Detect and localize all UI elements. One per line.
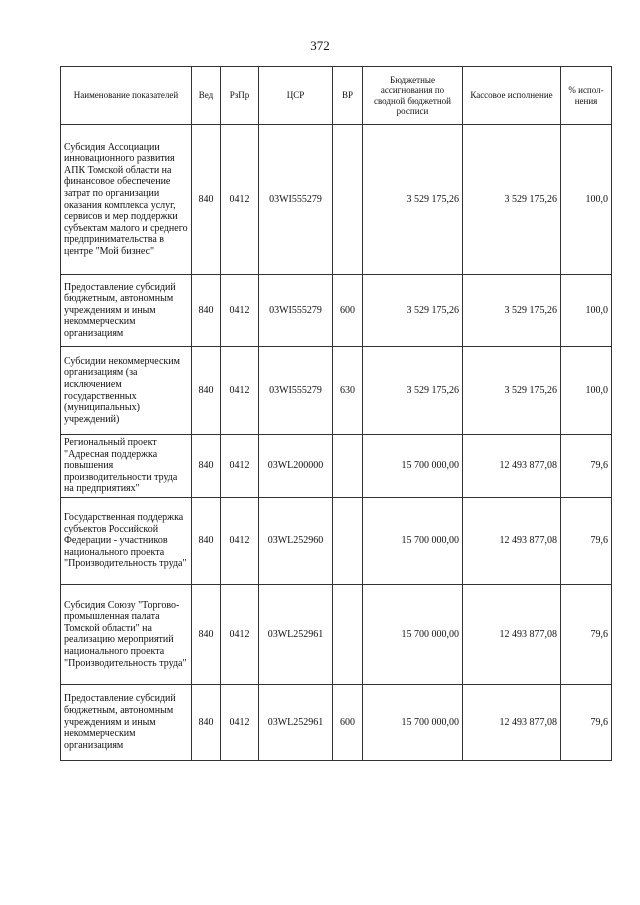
cell-assignments: 3 529 175,26 bbox=[363, 275, 463, 347]
cell-ved: 840 bbox=[192, 584, 221, 684]
cell-name: Субсидии некоммерческим организациям (за исключением государственных (муниципальных) учреждений) bbox=[61, 347, 192, 435]
cell-percent: 100,0 bbox=[561, 275, 612, 347]
cell-percent: 79,6 bbox=[561, 684, 612, 760]
header-name: Наименование показателей bbox=[61, 67, 192, 125]
cell-name: Предоставление субсидий бюджетным, автономным учреждениям и иным некоммерческим организациям bbox=[61, 275, 192, 347]
cell-name: Региональный проект "Адресная поддержка повышения производительности труда на предприятиях" bbox=[61, 435, 192, 498]
header-vr: ВР bbox=[333, 67, 363, 125]
cell-csr: 03WL252961 bbox=[259, 584, 333, 684]
cell-rzpr: 0412 bbox=[221, 125, 259, 275]
cell-rzpr: 0412 bbox=[221, 347, 259, 435]
table-header-row bbox=[61, 67, 612, 125]
table-row bbox=[61, 435, 612, 498]
cell-vr bbox=[333, 584, 363, 684]
cell-percent: 100,0 bbox=[561, 347, 612, 435]
cell-cash: 3 529 175,26 bbox=[463, 347, 561, 435]
cell-assignments: 15 700 000,00 bbox=[363, 435, 463, 498]
table-row bbox=[61, 275, 612, 347]
header-cash: Кассовое исполнение bbox=[463, 67, 561, 125]
table-row bbox=[61, 125, 612, 275]
cell-assignments: 3 529 175,26 bbox=[363, 347, 463, 435]
header-percent: % испол- нения bbox=[561, 67, 612, 125]
table-row bbox=[61, 684, 612, 760]
cell-rzpr: 0412 bbox=[221, 584, 259, 684]
cell-cash: 12 493 877,08 bbox=[463, 497, 561, 584]
cell-name: Субсидия Союзу "Торгово-промышленная палата Томской области" на реализацию мероприятий национального проекта "Производительность труда" bbox=[61, 584, 192, 684]
cell-ved: 840 bbox=[192, 275, 221, 347]
cell-rzpr: 0412 bbox=[221, 435, 259, 498]
cell-ved: 840 bbox=[192, 347, 221, 435]
cell-percent: 79,6 bbox=[561, 435, 612, 498]
cell-vr bbox=[333, 497, 363, 584]
cell-cash: 12 493 877,08 bbox=[463, 684, 561, 760]
cell-csr: 03WL252960 bbox=[259, 497, 333, 584]
cell-vr bbox=[333, 125, 363, 275]
cell-csr: 03WI555279 bbox=[259, 347, 333, 435]
cell-cash: 12 493 877,08 bbox=[463, 435, 561, 498]
cell-vr bbox=[333, 435, 363, 498]
cell-name: Государственная поддержка субъектов Российской Федерации - участников национального проекта "Производительность труда" bbox=[61, 497, 192, 584]
cell-cash: 12 493 877,08 bbox=[463, 584, 561, 684]
cell-csr: 03WI555279 bbox=[259, 275, 333, 347]
cell-percent: 79,6 bbox=[561, 497, 612, 584]
cell-rzpr: 0412 bbox=[221, 497, 259, 584]
budget-execution-table bbox=[60, 66, 612, 761]
table-row bbox=[61, 347, 612, 435]
cell-percent: 79,6 bbox=[561, 584, 612, 684]
cell-assignments: 15 700 000,00 bbox=[363, 497, 463, 584]
cell-csr: 03WL252961 bbox=[259, 684, 333, 760]
cell-ved: 840 bbox=[192, 684, 221, 760]
cell-vr: 630 bbox=[333, 347, 363, 435]
cell-cash: 3 529 175,26 bbox=[463, 275, 561, 347]
cell-percent: 100,0 bbox=[561, 125, 612, 275]
cell-ved: 840 bbox=[192, 497, 221, 584]
cell-assignments: 15 700 000,00 bbox=[363, 684, 463, 760]
header-rzpr: РзПр bbox=[221, 67, 259, 125]
cell-name: Предоставление субсидий бюджетным, автономным учреждениям и иным некоммерческим организациям bbox=[61, 684, 192, 760]
cell-vr: 600 bbox=[333, 275, 363, 347]
cell-name: Субсидия Ассоциации инновационного развития АПК Томской области на финансовое обеспечение затрат по организации оказания комплекса услуг, сервисов и мер поддержки субъектам малого и среднего предпринимательства в центре "Мой бизнес" bbox=[61, 125, 192, 275]
header-assignments: Бюджетные ассигнования по сводной бюджетной росписи bbox=[363, 67, 463, 125]
header-ved: Вед bbox=[192, 67, 221, 125]
cell-csr: 03WL200000 bbox=[259, 435, 333, 498]
cell-assignments: 15 700 000,00 bbox=[363, 584, 463, 684]
table-row bbox=[61, 584, 612, 684]
header-csr: ЦСР bbox=[259, 67, 333, 125]
cell-rzpr: 0412 bbox=[221, 275, 259, 347]
cell-rzpr: 0412 bbox=[221, 684, 259, 760]
table-row bbox=[61, 497, 612, 584]
cell-csr: 03WI555279 bbox=[259, 125, 333, 275]
cell-vr: 600 bbox=[333, 684, 363, 760]
page-number: 372 bbox=[310, 38, 330, 53]
cell-ved: 840 bbox=[192, 435, 221, 498]
cell-cash: 3 529 175,26 bbox=[463, 125, 561, 275]
cell-ved: 840 bbox=[192, 125, 221, 275]
cell-assignments: 3 529 175,26 bbox=[363, 125, 463, 275]
